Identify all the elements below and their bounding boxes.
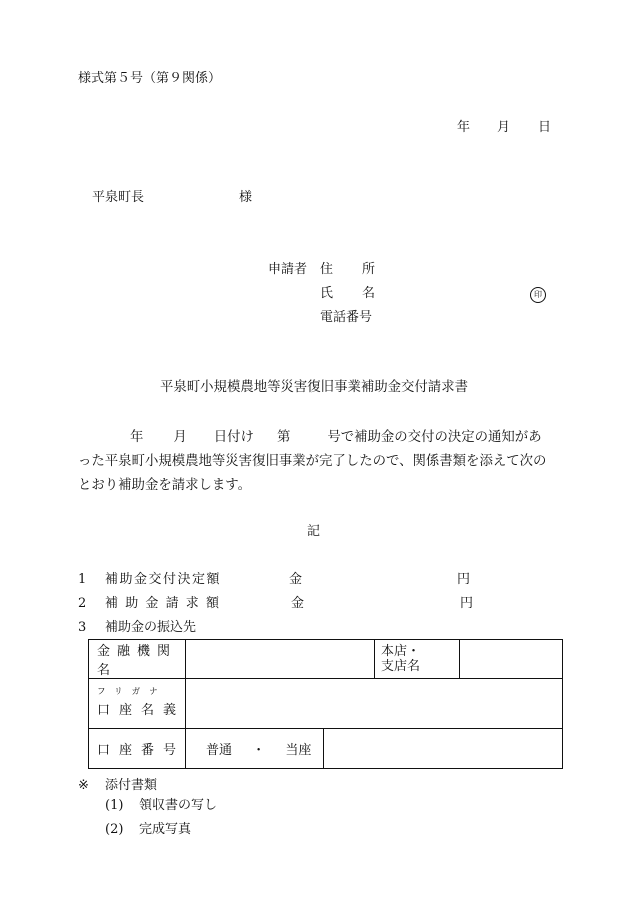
address-label-1: 住 (320, 262, 334, 277)
body-year: 年 (130, 430, 144, 445)
form-label: 様式第５号（第９関係） (78, 71, 222, 86)
account-type-ordinary[interactable]: 普通 (206, 743, 233, 758)
attachments-label: 添付書類 (105, 778, 158, 793)
applicant-label: 申請者 (268, 262, 308, 277)
body-dated: 日付け (213, 430, 254, 445)
date-month: 月 (497, 120, 511, 135)
item-3-num: 3 (78, 620, 87, 635)
body-line-3: とおり補助金を請求します。 (78, 478, 252, 493)
name-label-2: 名 (362, 286, 376, 301)
branch-label-1: 本店・ (381, 644, 421, 659)
document-title: 平泉町小規模農地等災害復旧事業補助金交付請求書 (160, 380, 468, 395)
item-3-label: 補助金の振込先 (105, 620, 197, 635)
body-line-1 (78, 426, 553, 450)
account-type-current[interactable]: 当座 (285, 743, 312, 758)
account-name-field[interactable] (186, 679, 563, 729)
account-number-label: 口座番号 (97, 743, 186, 758)
item-1-yen: 円 (457, 572, 471, 587)
addressee-honorific: 様 (239, 190, 253, 205)
branch-name-field[interactable] (460, 640, 563, 679)
seal-mark (530, 286, 546, 303)
body-no: 第 (276, 430, 291, 445)
account-name-label-cell (89, 679, 186, 729)
item-1-kin: 金 (289, 572, 303, 587)
address-label-2: 所 (362, 262, 376, 277)
bank-name-label: 金融機関名 (97, 644, 178, 678)
account-name-label: 口座名義 (97, 703, 186, 718)
item-1-num: 1 (78, 572, 87, 587)
seal-circle: 印 (530, 287, 546, 303)
item-2-num: 2 (78, 596, 87, 611)
account-number-field[interactable] (324, 729, 563, 769)
body-month: 月 (173, 430, 187, 445)
item-2-label: 補助金請求額 (105, 596, 227, 611)
item-2-yen: 円 (460, 596, 474, 611)
attachment-1-num: (1) (105, 798, 124, 813)
account-number-label-cell (89, 729, 186, 769)
account-type-cell[interactable] (186, 729, 324, 769)
bank-name-field[interactable] (186, 640, 375, 679)
item-1-label: 補助金交付決定額 (105, 572, 222, 587)
body-line-1-rest: 号で補助金の交付の決定の通知があ (327, 430, 542, 445)
body-line-2: った平泉町小規模農地等災害復旧事業が完了したので、関係書類を添えて次の (78, 454, 547, 469)
item-2-kin: 金 (291, 596, 305, 611)
branch-label-2: 支店名 (381, 659, 421, 674)
attachments-mark: ※ (78, 778, 89, 793)
furigana-label: フリガナ (97, 687, 167, 697)
bank-account-table (88, 639, 563, 769)
attachment-2-text: 完成写真 (139, 822, 192, 837)
name-label-1: 氏 (320, 286, 334, 301)
phone-label: 電話番号 (320, 310, 373, 325)
branch-label-cell (375, 640, 460, 679)
attachment-2-num: (2) (105, 822, 124, 837)
note-heading: 記 (307, 524, 321, 539)
account-type-separator: ・ (252, 743, 266, 758)
date-year: 年 (457, 120, 471, 135)
addressee-name: 平泉町長 (92, 190, 145, 205)
attachment-1-text: 領収書の写し (139, 798, 218, 813)
body-paragraph (78, 426, 553, 498)
date-day: 日 (538, 120, 552, 135)
bank-name-label-cell (89, 640, 186, 679)
